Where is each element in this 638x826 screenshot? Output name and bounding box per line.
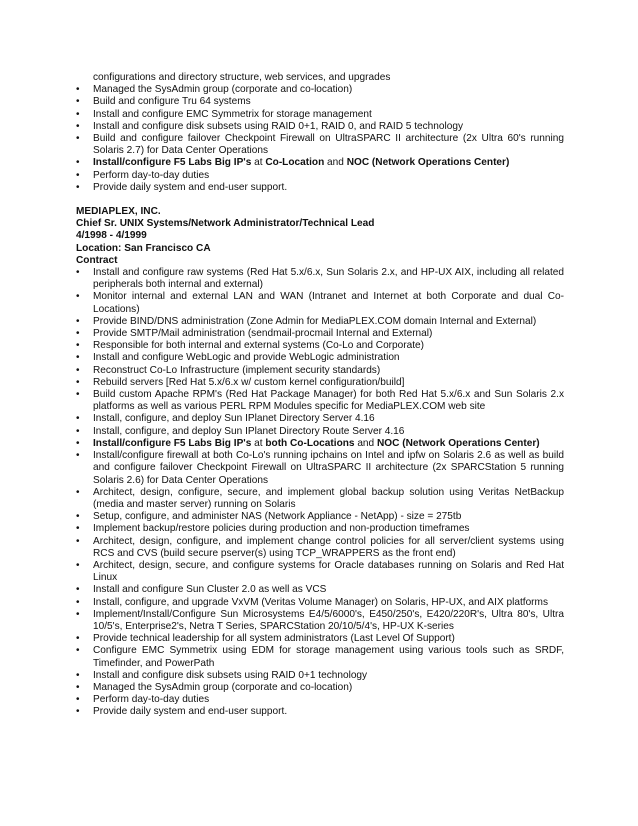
bullet-fragment: and <box>354 437 377 449</box>
bullet-item: • Reconstruct Co-Lo Infrastructure (implement security standards) <box>76 365 564 377</box>
resume-page <box>76 72 564 719</box>
bullet-item: • Provide BIND/DNS administration (Zone Admin for MediaPLEX.COM domain Internal and External) <box>76 316 564 328</box>
bullet-item: • Implement/Install/Configure Sun Microsystems E4/5/6000's, E450/250's, E420/220R's, Ultra 80's, Ultra 10/5's, Enterprise2's, Netra T Series, SPARCStation 20/10/5/4's, HP-UX K-series <box>76 609 564 633</box>
bullet-fragment: and <box>324 157 347 169</box>
bullet-item: • Install, configure, and upgrade VxVM (Veritas Volume Manager) on Solaris, HP-UX, and AIX platforms <box>76 597 564 609</box>
bullet-item: • Monitor internal and external LAN and WAN (Intranet and Internet at both Corporate and dual Co-Locations) <box>76 291 564 315</box>
bullet-item: • Managed the SysAdmin group (corporate and co-location) <box>76 682 564 694</box>
bullet-fragment: NOC (Network Operations Center) <box>346 157 510 169</box>
bullet-fragment: Co-Location <box>265 157 325 169</box>
bullet-item-f5 <box>76 438 564 450</box>
bullet-item: • Install and configure raw systems (Red Hat 5.x/6.x, Sun Solaris 2.x, and HP-UX AIX, including all related peripherals both internal and external) <box>76 267 564 291</box>
bullet-item: • Rebuild servers [Red Hat 5.x/6.x w/ custom kernel configuration/build] <box>76 377 564 389</box>
continuation-line: configurations and directory structure, web services, and upgrades <box>93 72 391 83</box>
bullet-fragment: Install/configure F5 Labs Big IP's <box>93 157 252 169</box>
bullet-item: • Build custom Apache RPM's (Red Hat Package Manager) for both Red Hat 5.x/6.x and Sun Solaris 2.x platforms as well as various PERL RPM Modules specific for MediaPLEX.COM web site <box>76 389 564 413</box>
bullet-fragment: at <box>251 157 266 169</box>
spacer <box>76 194 564 206</box>
bullet-item: • Build and configure Tru 64 systems <box>76 96 564 108</box>
bullet-item: • Provide SMTP/Mail administration (sendmail-procmail Internal and External) <box>76 328 564 340</box>
bullet-item: • Install and configure disk subsets using RAID 0+1, RAID 0, and RAID 5 technology <box>76 121 564 133</box>
bullet-item: • Implement backup/restore policies during production and non-production timeframes <box>76 523 564 535</box>
bullet-item: • Architect, design, configure, and implement change control policies for all server/client systems using RCS and CVS (build secure pserver(s) using TCP_WRAPPERS as the front end) <box>76 536 564 560</box>
bullet-item: • Setup, configure, and administer NAS (Network Appliance - NetApp) - size = 275tb <box>76 511 564 523</box>
bullet-item: • Provide technical leadership for all system administrators (Last Level Of Support) <box>76 633 564 645</box>
bullet-item: • Install and configure EMC Symmetrix for storage management <box>76 109 564 121</box>
bullet-fragment: at <box>251 437 266 449</box>
job-location: Location: San Francisco CA <box>76 242 211 254</box>
section2-bullet-list <box>76 267 564 719</box>
bullet-item: • Perform day-to-day duties <box>76 170 564 182</box>
bullet-fragment: Install/configure F5 Labs Big IP's <box>93 437 252 449</box>
bullet-item: • Build and configure failover Checkpoint Firewall on UltraSPARC II architecture (2x Ultra 60's running Solaris 2.7) for Data Center Operations <box>76 133 564 157</box>
bullet-item: • Architect, design, configure, secure, and implement global backup solution using Veritas NetBackup (media and master server) running on Solaris <box>76 487 564 511</box>
bullet-item: • Architect, design, secure, and configure systems for Oracle databases running on Solaris and Red Hat Linux <box>76 560 564 584</box>
bullet-item: • Install/configure firewall at both Co-Lo's running ipchains on Intel and ipfw on Solaris 2.6 as well as build and configure failover Checkpoint Firewall on UltraSPARC II architecture (2x SPARCStation 5 running Solaris 2.6) for Data Center Operations <box>76 450 564 487</box>
company-name: MEDIAPLEX, INC. <box>76 206 161 218</box>
bullet-item: • Provide daily system and end-user support. <box>76 182 564 194</box>
bullet-item: • Perform day-to-day duties <box>76 694 564 706</box>
bullet-item: • Responsible for both internal and external systems (Co-Lo and Corporate) <box>76 340 564 352</box>
bullet-item: • Provide daily system and end-user support. <box>76 706 564 718</box>
bullet-item: • Install and configure WebLogic and provide WebLogic administration <box>76 352 564 364</box>
bullet-item: • Install and configure disk subsets using RAID 0+1 technology <box>76 670 564 682</box>
bullet-item: • Install and configure Sun Cluster 2.0 as well as VCS <box>76 584 564 596</box>
bullet-item: • Install, configure, and deploy Sun IPlanet Directory Server 4.16 <box>76 413 564 425</box>
job-title: Chief Sr. UNIX Systems/Network Administrator/Technical Lead <box>76 218 375 230</box>
bullet-item-f5 <box>76 157 564 169</box>
job-dates: 4/1998 - 4/1999 <box>76 230 147 242</box>
bullet-item: • Managed the SysAdmin group (corporate and co-location) <box>76 84 564 96</box>
bullet-fragment: NOC (Network Operations Center) <box>376 437 540 449</box>
section1-bullet-list <box>76 84 564 194</box>
bullet-item: • Configure EMC Symmetrix using EDM for storage management using various tools such as SRDF, Timefinder, and PowerPath <box>76 645 564 669</box>
bullet-item: • Install, configure, and deploy Sun IPlanet Directory Route Server 4.16 <box>76 426 564 438</box>
job-type: Contract <box>76 254 118 266</box>
bullet-fragment: both Co-Locations <box>265 437 355 449</box>
